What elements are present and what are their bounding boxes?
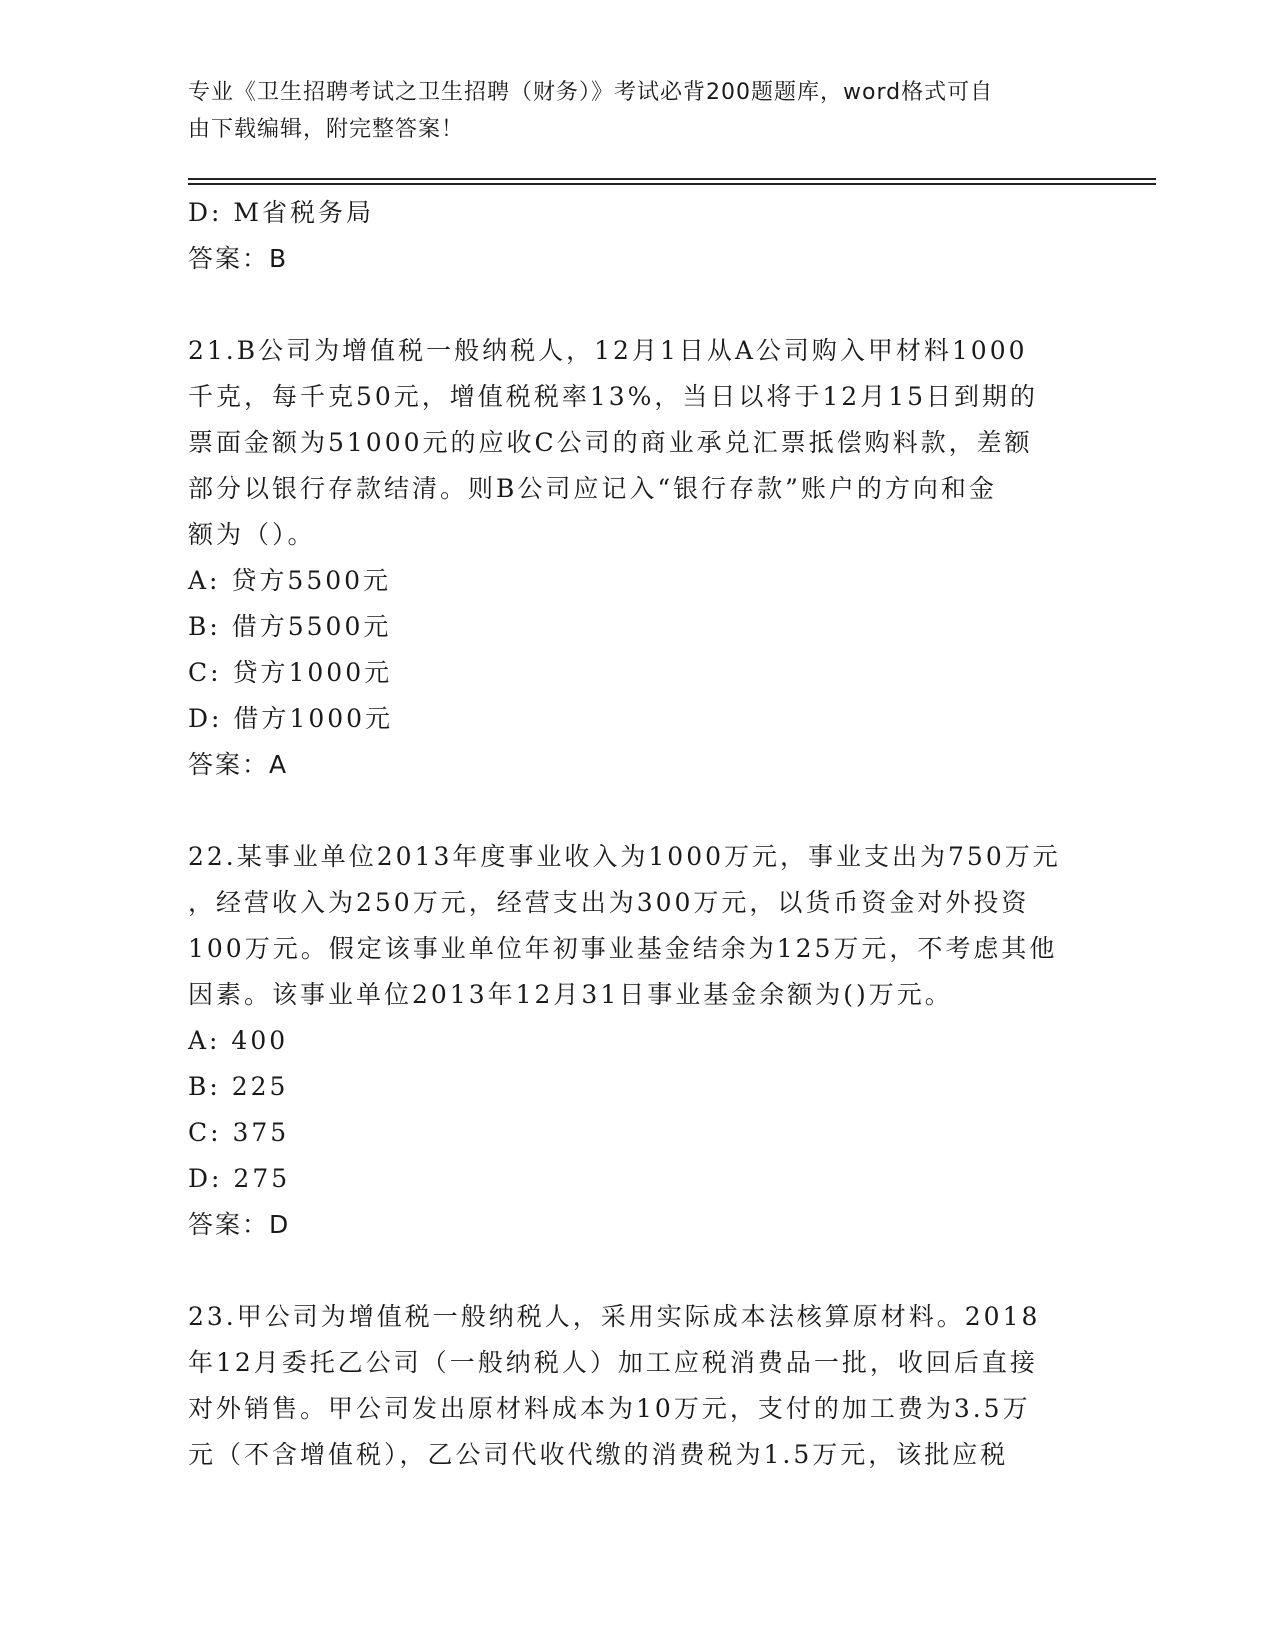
question-21-option-d: D: 借方1000元 <box>188 704 394 733</box>
question-21 <box>188 328 1088 788</box>
question-21-option-c: C: 贷方1000元 <box>188 658 393 687</box>
question-22-option-d: D: 275 <box>188 1164 291 1193</box>
document-body <box>188 190 1088 1478</box>
question-21-line: 千克，每千克50元，增值税税率13%，当日以将于12月15日到期的 <box>188 382 1039 411</box>
question-22-option-a: A: 400 <box>188 1026 289 1055</box>
question-21-line: 21.B公司为增值税一般纳税人，12月1日从A公司购入甲材料1000 <box>188 336 1028 365</box>
spacer <box>188 282 1088 328</box>
question-21-line: 额为（）。 <box>188 520 316 549</box>
question-23-line: 年12月委托乙公司（一般纳税人）加工应税消费品一批，收回后直接 <box>188 1348 1038 1377</box>
question-21-option-b: B: 借方5500元 <box>188 612 392 641</box>
header-line-2: 由下载编辑，附完整答案！ <box>188 117 465 142</box>
prev-option-d: D: M省税务局 <box>188 198 375 227</box>
prev-answer: 答案：B <box>188 244 289 273</box>
question-22-line: 22.某事业单位2013年度事业收入为1000万元，事业支出为750万元 <box>188 842 1061 871</box>
question-22-option-c: C: 375 <box>188 1118 290 1147</box>
header-rule-bottom <box>188 183 1156 185</box>
header-rule-top <box>188 178 1156 180</box>
question-22-line: 100万元。假定该事业单位年初事业基金结余为125万元，不考虑其他 <box>188 934 1058 963</box>
question-22-line: ，经营收入为250万元，经营支出为300万元，以货币资金对外投资 <box>188 888 1030 917</box>
question-23 <box>188 1294 1088 1478</box>
question-22-line: 因素。该事业单位2013年12月31日事业基金余额为()万元。 <box>188 980 953 1009</box>
question-22-answer: 答案：D <box>188 1210 291 1239</box>
question-23-line: 对外销售。甲公司发出原材料成本为10万元，支付的加工费为3.5万 <box>188 1394 1031 1423</box>
header-line-1: 专业《卫生招聘考试之卫生招聘（财务）》考试必背200题题库，word格式可自 <box>188 80 994 105</box>
document-header <box>188 74 1088 148</box>
question-21-answer: 答案：A <box>188 750 289 779</box>
question-22 <box>188 834 1088 1248</box>
question-23-line: 元（不含增值税），乙公司代收代缴的消费税为1.5万元，该批应税 <box>188 1440 1009 1469</box>
question-21-line: 票面金额为51000元的应收C公司的商业承兑汇票抵偿购料款，差额 <box>188 428 1033 457</box>
question-22-option-b: B: 225 <box>188 1072 289 1101</box>
spacer <box>188 788 1088 834</box>
question-21-option-a: A: 贷方5500元 <box>188 566 392 595</box>
question-21-line: 部分以银行存款结清。则B公司应记入“银行存款”账户的方向和金 <box>188 474 997 503</box>
spacer <box>188 1248 1088 1294</box>
question-23-line: 23.甲公司为增值税一般纳税人，采用实际成本法核算原材料。2018 <box>188 1302 1041 1331</box>
